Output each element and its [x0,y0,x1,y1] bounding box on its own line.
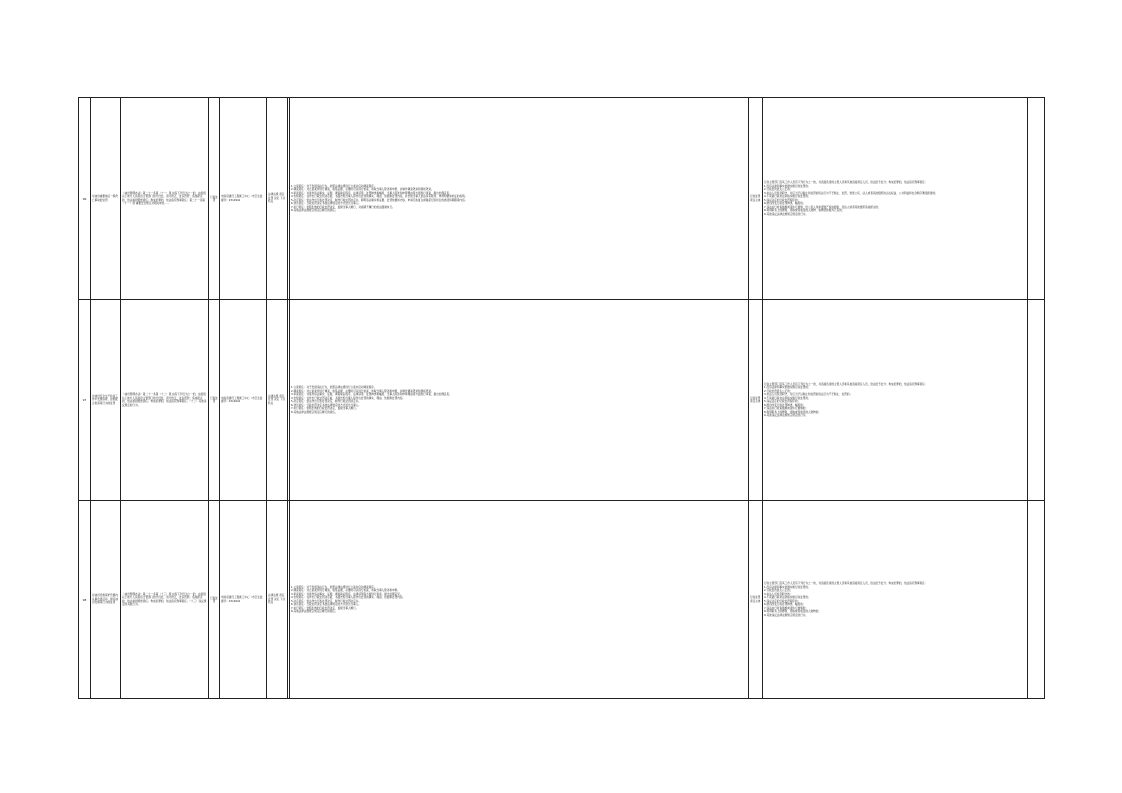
accountability: 行政主管部门及其工作人员有下列行为之一的，对直接负责的主管人员和其他直接责任人员，依法给予处分；构成犯罪的，依法追究刑事责任： 1.没有法律和事实依据实施行政处罚的； 2.行政处罚显失公正的； 3.执法人员玩忽职守，对应当予以制止和处罚的违法行为不予制止、处罚，致使公民、法人或者其他组织的合法权益、公共利益和社会秩序遭受损害的； 4.不具备行政执法资格实施行政处罚的； 5.违反法定的行政处罚程序的； 6.擅自改变行政处罚种类、幅度的； 7.违法实行检查措施或者执行措施，给公民人身或者财产造成损害、给法人或者其他组织造成损失的； 8.利用职务上的便利，索取或者收受他人财物、收缴罚款据为己有的； 9.其他违反法律法规规章规定的行为。 [762,98,1027,299]
responsibility-table [78,97,1045,699]
responsible-department: 法律法规 责任处罚 决定 下达 机关 [266,98,287,299]
table-row [79,299,1044,500]
duty-content: 1.立案责任：对于发现违法行为，依照法律法规进行立案并启动调查程序。 2.调查责任：对立案案件进行调查，收集证据，必要时可以进行检查，听取当事人陈述和申辩。 3.审查责任：对案件违法事实、证据、调查取证程序、法律适用等方面进行审查，提出处理意见。 4.告知责任：在作出行政处罚决定前，书面告知当事人拟作出处罚的事实、理由、依据和处罚内容。 5.决定责任：依法作出行政处罚决定，制作行政处罚决定书。 6.送达责任：行政处罚决定书按法律规定的方式送达当事人。 7.执行责任：依照生效的行政处罚决定，监督当事人履行。 8.其他法律法规规章规定应履行的责任。 [287,501,748,698]
table-row [79,500,1044,698]
duty-label: 行政处罚 责任主体 [748,300,762,500]
remarks [1027,501,1046,698]
remarks [1027,98,1046,299]
item-name: 对油田重要地区一般伤亡事故的处罚 [90,98,120,299]
row-number: 97 [82,398,87,402]
item-name: 对油田设施保护范围内从事危害活动、损坏油田设施等行为的处罚 [90,501,120,698]
item-category: 行政处罚 [208,300,219,500]
table-row [79,98,1044,299]
legal-basis: 《油田管理办法》第二十一条第（十三）项 由有下列行为之一的，由县级以上地方人民政府主管部门按分设处，责令改正，处以罚款；造成损失的，依法承担赔偿责任；构成犯罪的，依法追究刑事责任；（十三）违反规定的其他行为。 [120,501,208,698]
duty-content: 1.立案责任：对于发现违法行为，依照法律法规进行立案并启动调查程序。 2.调查责任：对立案案件进行调查，收集证据，必要时可以进行检查，听取当事人陈述和申辩，并制作调查笔录和现场笔录。 3.审查责任：对案件违法事实、证据、调查取证程序、法律适用、处罚种类和幅度、当事人陈述和申辩理由等方面进行审查，提出处理意见。 4.告知责任：在作出行政处罚决定前，书面告知当事人拟作出处罚的事实、理由、依据和处罚内容，并告知当事人依法享有陈述、申辩和要求听证的权利。 5.决定责任：依法作出行政处罚决定，制作行政处罚决定书，载明违法事实和证据、处罚依据和内容、申请行政复议或提起行政诉讼的途径和期限等内容。 6.送达责任：行政处罚决定书按法律规定的方式送达当事人。 7.执行责任：依照生效的行政处罚决定，监督当事人履行，对逾期不履行的依法强制执行。 8.其他法律法规规章规定应履行的责任。 [287,98,748,299]
responsible-subject: 市政府建设工程施工中心（市卫生监督所）2312941 [219,98,266,299]
duty-label: 行政处罚 责任主体 [748,501,762,698]
responsible-subject: 市政府建设工程施工中心（市卫生监督所）2312941 [219,501,266,698]
responsible-subject: 市政府建设工程施工中心（市卫生监督所）2312941 [219,300,266,500]
accountability: 行政主管部门及其工作人员有下列行为之一的，对直接负责的主管人员和其他直接责任人员，依法给予处分；构成犯罪的，依法追究刑事责任： 1.没有法律和事实依据实施行政处罚的； 2.行政处罚显失公正的； 3.执法人员玩忽职守，对应当予以制止和处罚的违法行为不予制止、处罚的； 4.不具备行政执法资格实施行政处罚的； 5.违反法定的行政处罚程序的； 6.擅自改变行政处罚种类、幅度的； 7.违法实行检查措施或者执行措施的； 8.利用职务上的便利，索取或者收受他人财物的； 9.其他违反法律法规规章规定的行为。 [762,300,1027,500]
responsible-department: 法律法规 责任处罚 决定 下达 机关 [266,300,287,500]
remarks [1027,300,1046,500]
legal-basis: 《油田管理办法》第二十一条第（十二）项 由有下列行为之一的，由县级以上地方人民政府主管部门按分设处，责令改正，处以罚款；造成损失的，依法承担赔偿责任；构成犯罪的，依法追究刑事责任；（十二）其他违反规定的行为。 [120,300,208,500]
item-category: 行政处罚 [208,501,219,698]
duty-content: 1.立案责任：对于发现违法行为，依照法律法规进行立案并启动调查程序。 2.调查责任：对立案案件进行调查，收集证据，必要时可以进行检查，听取当事人陈述和申辩，并制作调查笔录和现场笔录。 3.审查责任：对案件违法事实、证据、调查取证程序、法律适用、处罚种类和幅度、当事人陈述和申辩理由等方面进行审查，提出处理意见。 4.告知责任：在作出行政处罚决定前，书面告知当事人拟作出处罚的事实、理由、依据和处罚内容。 5.决定责任：依法作出行政处罚决定，制作行政处罚决定书。 6.送达责任：行政处罚决定书按法律规定的方式送达当事人。 7.执行责任：依照生效的行政处罚决定，监督当事人履行。 8.其他法律法规规章规定应履行的责任。 [287,300,748,500]
duty-label: 行政处罚 责任主体 [748,98,762,299]
item-name: 对油田安全生产检查工作中发现违规、拒绝配合检查等行为的处罚 [90,300,120,500]
responsible-department: 法律法规 责任处罚 决定 下达 机关 [266,501,287,698]
accountability: 行政主管部门及其工作人员有下列行为之一的，对直接负责的主管人员和其他直接责任人员，依法给予处分；构成犯罪的，依法追究刑事责任： 1.没有法律和事实依据实施行政处罚的； 2.行政处罚显失公正的； 3.执法人员玩忽职守的； 4.不具备行政执法资格实施行政处罚的； 5.违反法定的行政处罚程序的； 6.擅自改变行政处罚种类、幅度的； 7.违法实行检查措施或者执行措施的； 8.利用职务上的便利，索取或者收受他人财物的； 9.其他违反法律法规规章规定的行为。 [762,501,1027,698]
item-category: 行政处罚 [208,98,219,299]
row-number: 96 [82,196,87,201]
row-number: 98 [82,597,87,602]
legal-basis: 《油田管理办法》第二十一条第（十一）项 由有下列行为之一的，由县级以上地方人民政府主管部门按分设处，责令改正，处以罚款；造成损失的，依法承担赔偿责任；构成犯罪的，依法追究刑事责任；第二十一条第（十一）项 重要安全规定对相关单位…… [120,98,208,299]
